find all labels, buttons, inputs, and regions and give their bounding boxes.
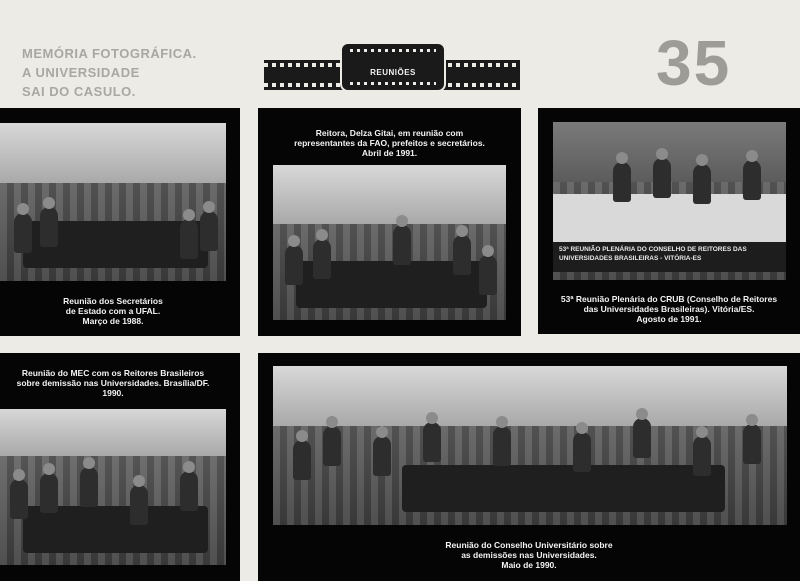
- caption-line: Reunião do MEC com os Reitores Brasileiros: [21, 368, 205, 378]
- photo-caption: [538, 294, 800, 324]
- photo-panel-2: [258, 108, 521, 336]
- caption-line: Reitora, Delza Gitai, em reunião com: [315, 128, 464, 138]
- page-number: 35: [656, 27, 732, 99]
- meeting-photo: [0, 123, 226, 281]
- photo-panel-3: [538, 108, 800, 334]
- header-title-line: MEMÓRIA FOTOGRÁFICA.: [22, 46, 197, 61]
- caption-line: as demissões nas Universidades.: [461, 550, 597, 560]
- caption-line: Reunião do Conselho Universitário sobre: [445, 540, 613, 550]
- meeting-photo: [0, 409, 226, 565]
- caption-line: das Universidades Brasileiras). Vitória/ES.: [583, 304, 755, 314]
- photo-caption: [258, 540, 800, 570]
- photo-caption: [0, 296, 226, 326]
- caption-line: Reunião dos Secretários: [63, 296, 163, 306]
- caption-line: Maio de 1990.: [501, 560, 557, 570]
- photo-panel-5: [258, 353, 800, 581]
- caption-line: Agosto de 1991.: [636, 314, 702, 324]
- section-banner: [340, 42, 446, 92]
- photo-panel-1: [0, 108, 240, 336]
- header-title-line: A UNIVERSIDADE: [22, 65, 140, 80]
- meeting-photo: [273, 366, 787, 525]
- caption-line: 53ª Reunião Plenária do CRUB (Conselho de Reitores: [560, 294, 778, 304]
- caption-line: representantes da FAO, prefeitos e secretários.: [294, 138, 485, 148]
- caption-line: de Estado com a UFAL.: [65, 306, 161, 316]
- caption-line: Abril de 1991.: [361, 148, 418, 158]
- caption-line: 1990.: [102, 388, 124, 398]
- photo-panel-4: [0, 353, 240, 581]
- photo-caption: [0, 368, 226, 398]
- page-header-title: [22, 44, 197, 101]
- meeting-photo: [273, 165, 506, 320]
- plenary-banner-text: 53ª REUNIÃO PLENÁRIA DO CONSELHO DE REITORES DAS UNIVERSIDADES BRASILEIRAS - VITÓRIA-ES: [553, 242, 786, 272]
- section-label: REUNIÕES: [370, 68, 416, 77]
- header-title-line: SAI DO CASULO.: [22, 84, 136, 99]
- caption-line: sobre demissão nas Universidades. Brasília/DF.: [16, 378, 210, 388]
- caption-line: Março de 1988.: [82, 316, 144, 326]
- photo-caption: [258, 128, 521, 158]
- meeting-photo: [553, 122, 786, 280]
